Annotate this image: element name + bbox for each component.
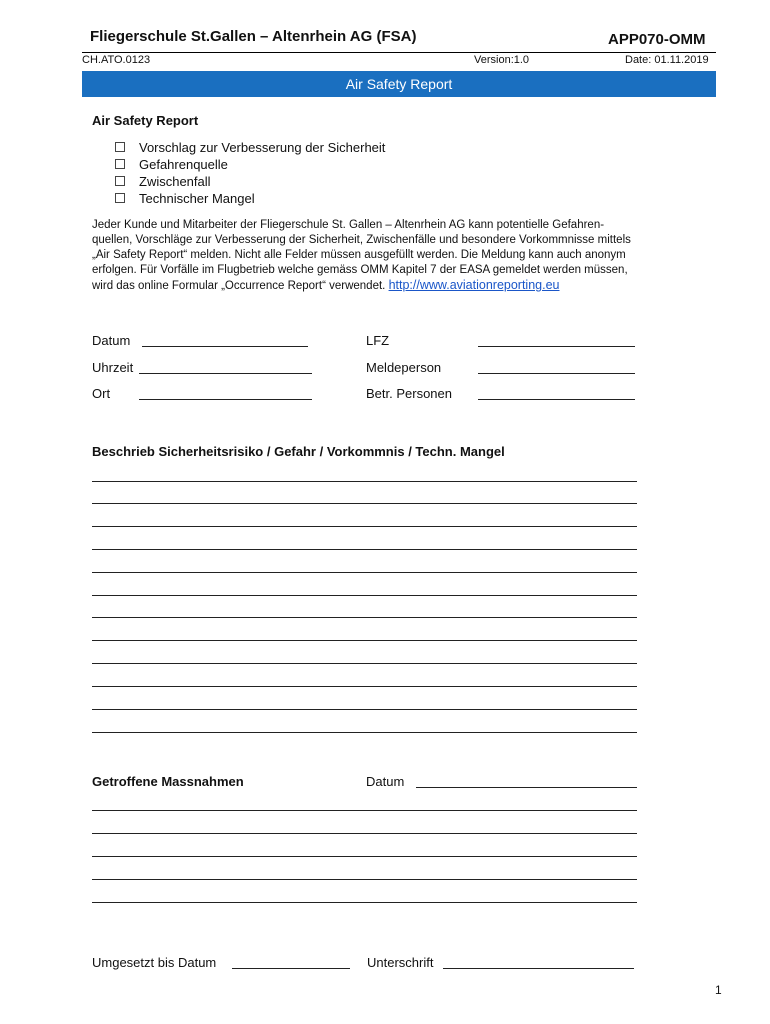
measures-line[interactable] xyxy=(92,833,637,834)
measures-line[interactable] xyxy=(92,902,637,903)
checkbox-box[interactable] xyxy=(115,159,125,169)
unterschrift-line[interactable] xyxy=(443,968,634,969)
umgesetzt-line[interactable] xyxy=(232,968,350,969)
description-line[interactable] xyxy=(92,503,637,504)
description-line[interactable] xyxy=(92,549,637,550)
description-title: Beschrieb Sicherheitsrisiko / Gefahr / Vorkommnis / Techn. Mangel xyxy=(92,444,505,459)
header-divider xyxy=(82,52,716,53)
field-meldeperson-label: Meldeperson xyxy=(366,360,442,375)
ato-number: CH.ATO.0123 xyxy=(82,54,151,66)
field-betr-personen-line[interactable] xyxy=(478,399,635,400)
description-line[interactable] xyxy=(92,481,637,482)
checkbox-box[interactable] xyxy=(115,193,125,203)
intro-line: „Air Safety Report“ melden. Nicht alle Felder müssen ausgefüllt werden. Die Meldung kann auch anonym xyxy=(92,249,626,261)
field-ort-line[interactable] xyxy=(139,399,312,400)
section-title: Air Safety Report xyxy=(92,113,199,128)
checkbox-label: Technischer Mangel xyxy=(139,191,255,206)
measures-datum-line[interactable] xyxy=(416,787,637,788)
description-line[interactable] xyxy=(92,617,637,618)
measures-line[interactable] xyxy=(92,856,637,857)
intro-line: erfolgen. Für Vorfälle im Flugbetrieb welche gemäss OMM Kapitel 7 der EASA gemeldet werden müssen, xyxy=(92,264,628,276)
field-datum-line[interactable] xyxy=(142,346,308,347)
page-number: 1 xyxy=(715,983,722,997)
checkbox-hazard[interactable] xyxy=(115,157,228,172)
document-code: APP070-OMM xyxy=(608,31,706,48)
description-line[interactable] xyxy=(92,572,637,573)
checkbox-box[interactable] xyxy=(115,142,125,152)
description-line[interactable] xyxy=(92,663,637,664)
field-datum-label: Datum xyxy=(92,333,131,348)
unterschrift-label: Unterschrift xyxy=(367,955,434,970)
banner-title: Air Safety Report xyxy=(345,76,453,92)
school-title: Fliegerschule St.Gallen – Altenrhein AG (FSA) xyxy=(90,28,417,45)
intro-line: wird das online Formular „Occurrence Report“ verwendet. xyxy=(92,280,389,292)
measures-datum-label: Datum xyxy=(366,774,405,789)
version-label: Version:1.0 xyxy=(474,54,530,66)
field-uhrzeit-line[interactable] xyxy=(139,373,312,374)
report-banner xyxy=(82,71,716,97)
description-line[interactable] xyxy=(92,526,637,527)
measures-title: Getroffene Massnahmen xyxy=(92,774,244,789)
measures-line[interactable] xyxy=(92,810,637,811)
checkbox-technical-defect[interactable] xyxy=(115,191,255,206)
field-betr-personen-label: Betr. Personen xyxy=(366,386,452,401)
intro-line: quellen, Vorschläge zur Verbesserung der Sicherheit, Zwischenfälle und besondere Vorkommnisse mittels xyxy=(92,234,631,246)
checkbox-label: Gefahrenquelle xyxy=(139,157,228,172)
aviationreporting-link[interactable]: http://www.aviationreporting.eu xyxy=(388,278,560,292)
description-line[interactable] xyxy=(92,732,637,733)
umgesetzt-label: Umgesetzt bis Datum xyxy=(92,955,217,970)
checkbox-label: Vorschlag zur Verbesserung der Sicherheit xyxy=(139,140,386,155)
checkbox-label: Zwischenfall xyxy=(139,174,211,189)
description-line[interactable] xyxy=(92,640,637,641)
date-label: Date: 01.11.2019 xyxy=(625,54,709,66)
checkbox-incident[interactable] xyxy=(115,174,211,189)
intro-paragraph xyxy=(92,218,631,294)
measures-line[interactable] xyxy=(92,879,637,880)
intro-line-last xyxy=(92,278,631,294)
checkbox-box[interactable] xyxy=(115,176,125,186)
field-meldeperson-line[interactable] xyxy=(478,373,635,374)
field-uhrzeit-label: Uhrzeit xyxy=(92,360,134,375)
checkbox-improvement[interactable] xyxy=(115,140,385,155)
field-lfz-line[interactable] xyxy=(478,346,635,347)
description-line[interactable] xyxy=(92,595,637,596)
description-line[interactable] xyxy=(92,686,637,687)
description-line[interactable] xyxy=(92,709,637,710)
field-lfz-label: LFZ xyxy=(366,333,390,348)
intro-line: Jeder Kunde und Mitarbeiter der Fliegerschule St. Gallen – Altenrhein AG kann potentielle Gefahren- xyxy=(92,219,605,231)
field-ort-label: Ort xyxy=(92,386,111,401)
